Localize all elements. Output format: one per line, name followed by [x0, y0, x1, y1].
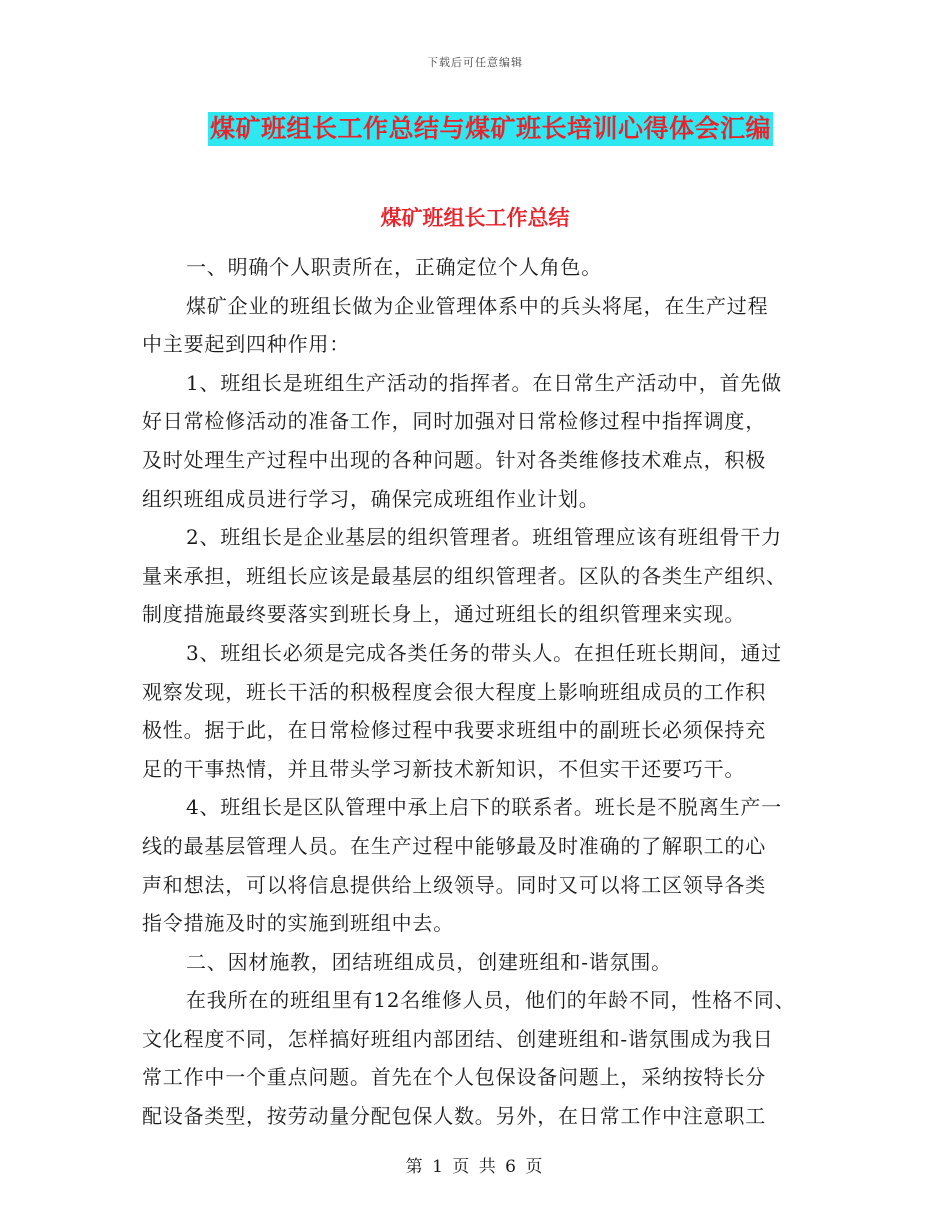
section-title: 煤矿班组长工作总结 [380, 206, 570, 230]
paragraph-line: 量来承担，班组长应该是最基层的组织管理者。区队的各类生产组织、 [142, 563, 787, 588]
paragraph-line: 中主要起到四种作用： [142, 332, 350, 357]
body-text [142, 248, 814, 1136]
paragraph-line: 2、班组长是企业基层的组织管理者。班组管理应该有班组骨干力 [186, 525, 782, 550]
paragraph-line: 配设备类型，按劳动量分配包保人数。另外，在日常工作中注意职工 [142, 1104, 766, 1129]
paragraph-line: 好日常检修活动的准备工作，同时加强对日常检修过程中指挥调度， [142, 409, 766, 434]
paragraph-line: 声和想法，可以将信息提供给上级领导。同时又可以将工区领导各类 [142, 872, 766, 897]
paragraph-line: 制度措施最终要落实到班长身上，通过班组长的组织管理来实现。 [142, 602, 746, 627]
paragraph-line: 足的干事热情，并且带头学习新技术新知识，不但实干还要巧干。 [142, 756, 746, 781]
paragraph-line: 在我所在的班组里有12名维修人员，他们的年龄不同，性格不同、 [186, 988, 796, 1013]
paragraph-line: 二、因材施教，团结班组成员，创建班组和-谐氛围。 [186, 949, 672, 974]
paragraph-line: 极性。据于此，在日常检修过程中我要求班组中的副班长必须保持充 [142, 718, 766, 743]
paragraph-line: 组织班组成员进行学习，确保完成班组作业计划。 [142, 486, 600, 511]
paragraph-line: 1、班组长是班组生产活动的指挥者。在日常生产活动中，首先做 [186, 370, 782, 395]
page-footer: 第 1 页 共 6 页 [405, 1157, 545, 1177]
paragraph-line: 常工作中一个重点问题。首先在个人包保设备问题上，采纳按特长分 [142, 1065, 766, 1090]
paragraph-line: 及时处理生产过程中出现的各种问题。针对各类维修技术难点，积极 [142, 447, 766, 472]
paragraph-line: 煤矿企业的班组长做为企业管理体系中的兵头将尾，在生产过程 [186, 293, 769, 318]
paragraph-line: 4、班组长是区队管理中承上启下的联系者。班长是不脱离生产一 [186, 795, 782, 820]
paragraph-line: 观察发现，班长干活的积极程度会很大程度上影响班组成员的工作积 [142, 679, 766, 704]
paragraph-line: 文化程度不同，怎样搞好班组内部团结、创建班组和-谐氛围成为我日 [142, 1026, 774, 1051]
header-note: 下载后可任意编辑 [427, 56, 523, 69]
paragraph-line: 一、明确个人职责所在，正确定位个人角色。 [186, 255, 602, 279]
paragraph-line: 指令措施及时的实施到班组中去。 [142, 911, 454, 936]
paragraph-line: 线的最基层管理人员。在生产过程中能够最及时准确的了解职工的心 [142, 833, 766, 858]
paragraph-line: 3、班组长必须是完成各类任务的带头人。在担任班长期间，通过 [186, 640, 782, 665]
document-title: 煤矿班组长工作总结与煤矿班长培训心得体会汇编 [208, 112, 773, 146]
